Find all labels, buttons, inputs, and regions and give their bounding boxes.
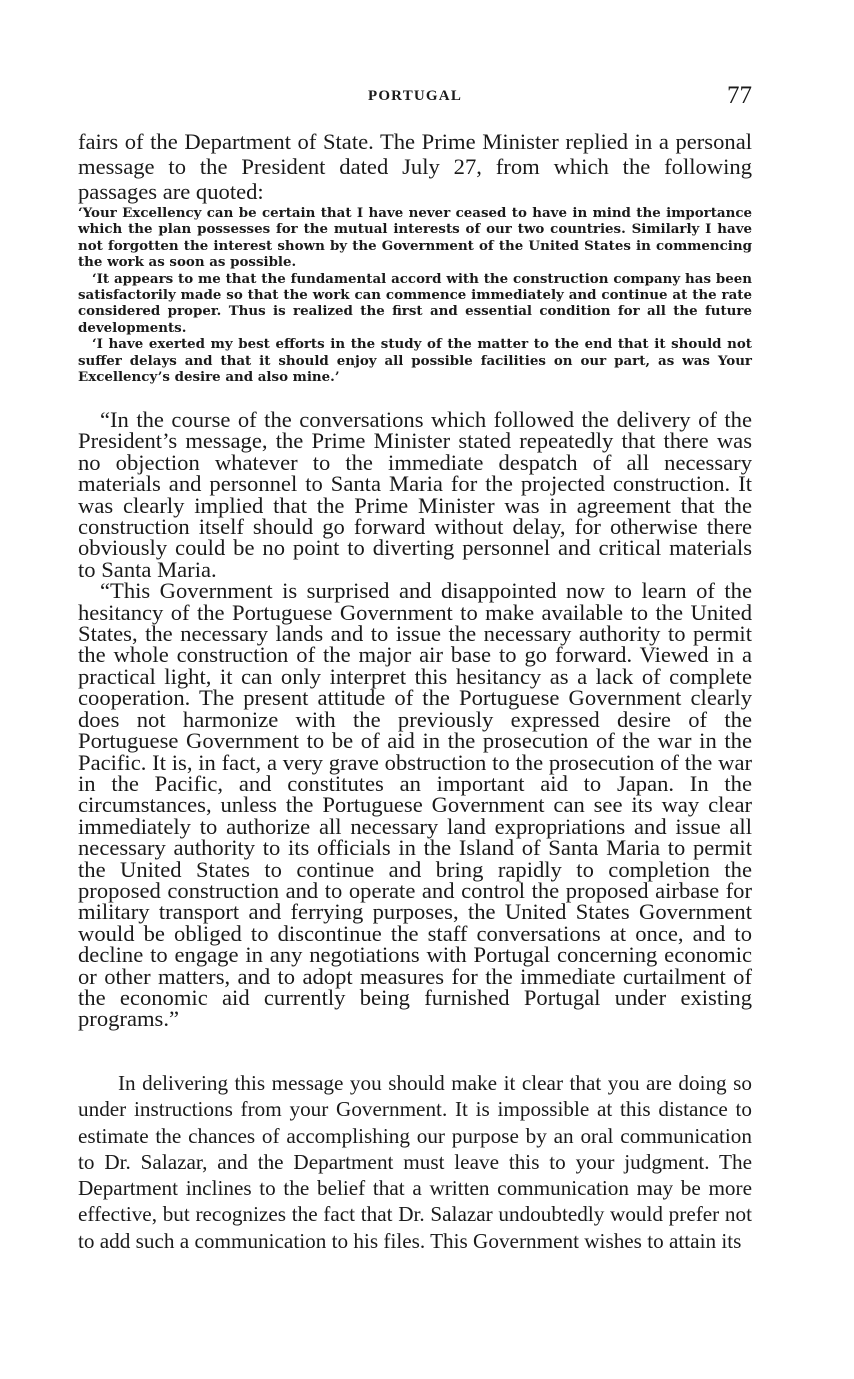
opening-paragraph: fairs of the Department of State. The Prime Minister replied in a personal message to the President dated July 27, from which the following passages are quoted: (78, 129, 752, 204)
page-header (78, 82, 752, 116)
running-head: PORTUGAL (367, 88, 463, 104)
quote-paragraph: ‘It appears to me that the fundamental accord with the construction company has been satisfactorily made so that the work can commence immediately and continue at the rate considered proper. Thus is realized the first and essential condition for all the future developments. (78, 270, 752, 336)
page-number: 77 (727, 82, 752, 109)
quote-paragraph: ‘I have exerted my best efforts in the study of the matter to the end that it should not suffer delays and that it should enjoy all possible facilities on our part, as was Your Excellency’s desire and also mine.’ (78, 336, 752, 386)
closing-paragraph: In delivering this message you should make it clear that you are doing so under instructions from your Government. It is impossible at this distance to estimate the chances of accomplishing our purpose by an oral communication to Dr. Salazar, and the Department must leave this to your judgment. The Department inclines to the belief that a written communication may be more effective, but recognizes the fact that Dr. Salazar undoubtedly would prefer not to add such a communication to his files. This Government wishes to attain its (78, 1071, 752, 1253)
message-paragraph: “In the course of the conversations which followed the delivery of the President’s message, the Prime Minister stated repeatedly that there was no objection whatever to the immediate despatch of all necessary materials and personnel to Santa Maria for the projected construction. It was clearly implied that the Prime Minister was in agreement that the construction itself should go forward without delay, for otherwise there obviously could be no point to diverting personnel and critical materials to Santa Maria. (78, 407, 752, 582)
closing-section (78, 1070, 752, 1254)
message-paragraph: “This Government is surprised and disappointed now to learn of the hesitancy of the Portuguese Government to make available to the United States, the necessary lands and to issue the necessary authority to permit the whole construction of the major air base to go forward. Viewed in a practical light, it can only interpret this hesitancy as a lack of complete cooperation. The present attitude of the Portuguese Government clearly does not harmonize with the previously expressed desire of the Portuguese Government to be of aid in the prosecution of the war in the Pacific. It is, in fact, a very grave obstruction to the prosecution of the war in the Pacific, and constitutes an important aid to Japan. In the circumstances, unless the Portuguese Government can see its way clear immediately to authorize all necessary land expropriations and issue all necessary authority to its officials in the Island of Santa Maria to permit the United States to continue and bring rapidly to completion the proposed construction and to operate and control the proposed airbase for military transport and ferrying purposes, the United States Government would be obliged to discontinue the staff conversations at once, and to decline to engage in any negotiations with Portugal concerning economic or other matters, and to adopt measures for the immediate curtailment of the economic aid currently being furnished Portugal under existing programs.” (78, 578, 752, 1032)
block-quote (78, 205, 752, 385)
quote-paragraph: ‘Your Excellency can be certain that I have never ceased to have in mind the importance which the plan possesses for the mutual interests of our two countries. Similarly I have not forgotten the interest shown by the Government of the United States in commencing the work as soon as possible. (78, 205, 752, 271)
quoted-message (78, 409, 752, 1030)
